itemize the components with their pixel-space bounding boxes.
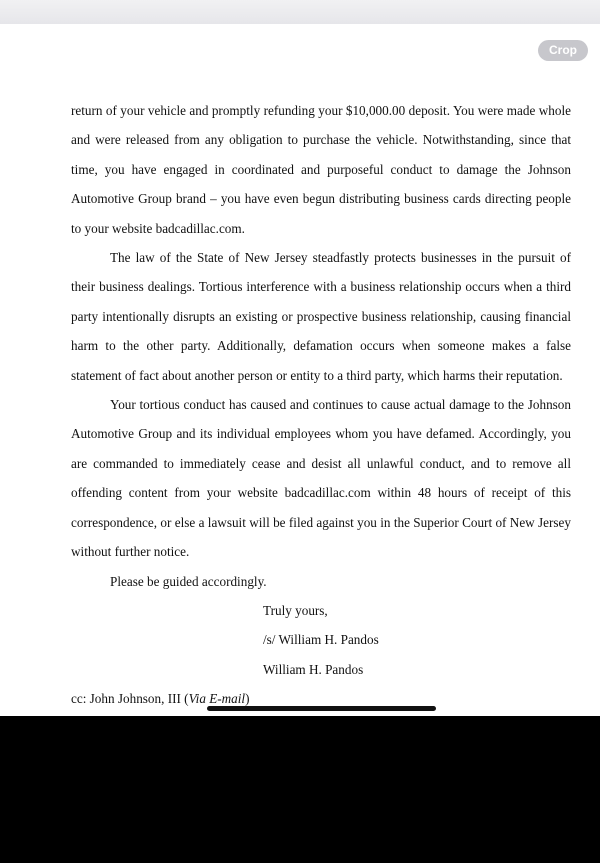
top-strip bbox=[0, 0, 600, 25]
cc-suffix: ) bbox=[245, 691, 250, 707]
paragraph-2: The law of the State of New Jersey steadfastly protects businesses in the pursuit of their business dealings. Tortious interference with a business relationship occurs when a third party intentionally disrupts an existing or prospective business relationship, causing financial harm to the other party. Additionally, defamation occurs when someone makes a false statement of fact about another person or entity to a third party, which harms their reputation. bbox=[71, 250, 571, 383]
paragraph-4: Please be guided accordingly. bbox=[110, 573, 267, 589]
letter-body bbox=[71, 96, 571, 714]
paragraph-1: return of your vehicle and promptly refunding your $10,000.00 deposit. You were made whole and were released from any obligation to purchase the vehicle. Notwithstanding, since that time, you have engaged in coordinated and purposeful conduct to damage the Johnson Automotive Group brand – you have even begun distributing business cards directing people to your website badcadillac.com. bbox=[71, 103, 571, 236]
signer-name: William H. Pandos bbox=[263, 661, 364, 677]
paragraph-3: Your tortious conduct has caused and continues to cause actual damage to the Johnson Automotive Group and its individual employees whom you have defamed. Accordingly, you are commanded to immediately cease and desist all unlawful conduct, and to remove all offending content from your website badcadillac.com within 48 hours of receipt of this correspondence, or else a lawsuit will be filed against you in the Superior Court of New Jersey without further notice. bbox=[71, 397, 571, 560]
cc-prefix: cc: John Johnson, III ( bbox=[71, 691, 189, 707]
crop-button[interactable]: Crop bbox=[538, 40, 588, 61]
home-indicator[interactable] bbox=[207, 706, 436, 711]
cc-via: Via E-mail bbox=[188, 691, 246, 707]
closing: Truly yours, bbox=[263, 602, 328, 618]
signature: /s/ William H. Pandos bbox=[263, 632, 379, 648]
